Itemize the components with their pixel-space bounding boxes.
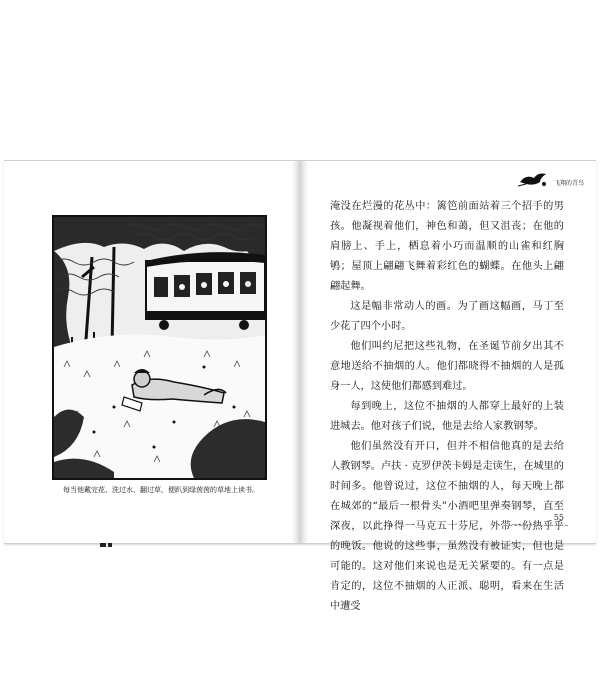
left-page xyxy=(4,161,298,543)
book-gutter xyxy=(292,161,308,543)
running-header xyxy=(510,168,590,190)
scan-artifact-mark xyxy=(100,542,120,548)
paragraph: 他们虽然没有开口，但并不相信他真的是去给人教钢琴。卢扶 · 克罗伊茨卡姆是走读生，在城里的时间多。他曾说过，这位不抽烟的人，每天晚上都在城郊的“最后一根骨头”小酒吧里弹奏钢琴，直至深夜，以此挣得一马克五十芬尼，外带一份热乎乎的晚饭。他说的这些事，虽然没有被证实，但也是可能的。这对他们来说也是无关紧要的。有一点是肯定的，这位不抽烟的人正派、聪明，看来在生活中遭受 xyxy=(330,441,564,612)
header-label: 飞翔的青鸟 xyxy=(553,180,584,187)
right-page xyxy=(308,161,596,612)
paragraph: 每到晚上，这位不抽烟的人都穿上最好的上装进城去。他对孩子们说，他是去给人家教钢琴。 xyxy=(330,401,564,432)
engraving-illustration xyxy=(52,215,267,480)
paragraph: 淹没在烂漫的花丛中：篱笆前面站着三个招手的男孩。他凝视着他们，神色和蔼，但又沮丧；在他的肩膀上、手上，栖息着小巧而温顺的山雀和红胸鸲；屋顶上翩翩飞舞着彩红色的蝴蝶。在他头上翩翩起舞。 xyxy=(330,201,564,292)
paragraph: 他们叫约尼把这些礼物，在圣诞节前夕出其不意地送给不抽烟的人。他们都晓得不抽烟的人是孤身一人，这使他们都感到难过。 xyxy=(330,341,564,392)
page-number-rule xyxy=(504,525,568,526)
body-text xyxy=(330,197,564,617)
paragraph: 这是幅非常动人的画。为了画这幅画，马丁至少花了四个小时。 xyxy=(330,301,564,332)
page-number: 55 xyxy=(553,513,564,522)
bird-logo-icon xyxy=(516,170,552,190)
book-spread xyxy=(4,160,596,612)
illustration-caption: 每当他戴完花、洗过水、翻过草，便趴到绿茵茵的草地上读书。 xyxy=(63,486,259,494)
